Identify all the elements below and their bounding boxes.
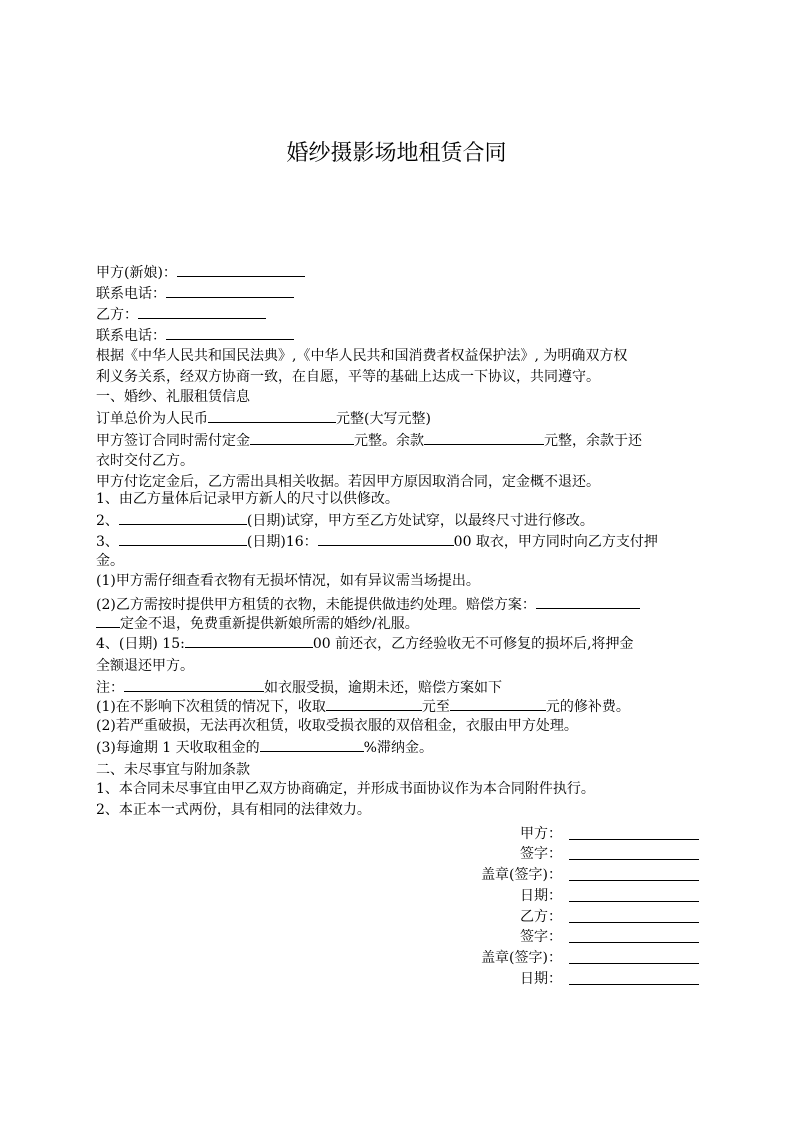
sign-party-b-signature-label: 签字： — [520, 929, 562, 945]
check-clause: (1)甲方需仔细查看衣物有无损坏情况，如有异议需当场提出。 — [96, 573, 480, 589]
item-4-date: 4、(日期) 15: — [96, 636, 185, 652]
sign-party-b-date-label: 日期： — [520, 971, 562, 987]
phone-b-blank[interactable] — [166, 325, 294, 340]
phone-b-label: 联系电话： — [96, 328, 166, 344]
supply-text-cont: 定金不退，免费重新提供新娘所需的婚纱/礼服。 — [120, 616, 419, 632]
item-3-line — [96, 531, 658, 552]
compensation-plan-blank-cont[interactable] — [96, 613, 120, 628]
compensation-2: (2)若严重破损，无法再次租赁，收取受损衣服的双倍租金，衣服由甲方处理。 — [96, 718, 578, 734]
deposit-label: 甲方签订合同时需付定金 — [96, 433, 250, 449]
deposit-line — [96, 430, 642, 451]
sign-party-b-seal-line[interactable] — [569, 963, 699, 964]
item-1-line: 1、由乙方量体后记录甲方新人的尺寸以供修改。 — [96, 491, 399, 507]
item-3-line-cont: 金。 — [96, 553, 124, 569]
sign-party-a-line[interactable] — [569, 839, 699, 840]
compensation-3-suffix: %滞纳金。 — [363, 740, 433, 756]
total-price-blank[interactable] — [208, 408, 336, 423]
party-b-blank[interactable] — [138, 304, 266, 319]
compensation-3 — [96, 737, 433, 758]
party-a-line — [96, 262, 305, 283]
compensation-1 — [96, 696, 630, 717]
compensation-1-mid: 元至 — [421, 699, 450, 715]
return-time-blank[interactable] — [185, 633, 313, 648]
sign-party-b-signature-line[interactable] — [569, 942, 699, 943]
intro-line-2: 利义务关系，经双方协商一致，在自愿，平等的基础上达成一下协议，共同遵守。 — [96, 369, 600, 385]
item-2-text: (日期)试穿，甲方至乙方处试穿，以最终尺寸进行修改。 — [246, 513, 594, 529]
sign-party-b-seal-label: 盖章(签字)： — [481, 950, 562, 966]
sign-party-b-line[interactable] — [569, 922, 699, 923]
pickup-time-blank[interactable] — [318, 531, 454, 546]
repair-fee-max-blank[interactable] — [450, 696, 546, 711]
balance-label: 元整。余款 — [354, 433, 424, 449]
section-2-item-1: 1、本合同未尽事宜由甲乙双方协商确定，并形成书面协议作为本合同附件执行。 — [96, 781, 595, 797]
item-2-number: 2、 — [96, 513, 119, 529]
item-4-text: 00 前还衣，乙方经验收无不可修复的损坏后,将押金 — [312, 636, 634, 652]
sign-party-a-date-label: 日期： — [520, 888, 562, 904]
compensation-1-suffix: 元的修补费。 — [545, 699, 630, 715]
compensation-1-text: (1)在不影响下次租赁的情况下，收取 — [96, 699, 326, 715]
note-blank[interactable] — [124, 677, 264, 692]
sign-party-a-seal-label: 盖章(签字)： — [481, 867, 562, 883]
total-price-label: 订单总价为人民币 — [96, 411, 208, 427]
fitting-date-blank[interactable] — [119, 510, 247, 525]
pickup-date-blank[interactable] — [119, 531, 247, 546]
intro-line-1: 根据《中华人民共和国民法典》,《中华人民共和国消费者权益保护法》, 为明确双方权 — [96, 348, 628, 364]
sign-party-b-label: 乙方： — [520, 909, 562, 925]
balance-suffix: 元整，余款于还 — [544, 433, 642, 449]
compensation-plan-blank[interactable] — [536, 594, 640, 609]
item-2-line — [96, 510, 594, 531]
item-3-text: 00 取衣，甲方同时向乙方支付押 — [453, 534, 658, 550]
note-line — [96, 677, 502, 698]
sign-party-a-signature-line[interactable] — [569, 859, 699, 860]
receipt-line: 甲方付讫定金后，乙方需出具相关收据。若因甲方原因取消合同，定金概不退还。 — [96, 474, 600, 490]
section-1-heading: 一、婚纱、礼服租赁信息 — [96, 389, 250, 405]
sign-party-b-date-line[interactable] — [569, 984, 699, 985]
total-price-line — [96, 408, 431, 429]
phone-a-line — [96, 283, 294, 304]
note-label: 注： — [96, 680, 124, 696]
phone-a-blank[interactable] — [166, 283, 294, 298]
deposit-line-cont: 衣时交付乙方。 — [96, 453, 194, 469]
party-b-label: 乙方： — [96, 307, 138, 323]
section-2-item-2: 2、本正本一式两份，具有相同的法律效力。 — [96, 802, 371, 818]
sign-party-a-label: 甲方： — [520, 826, 562, 842]
total-price-suffix: 元整(大写元整) — [336, 411, 431, 427]
phone-a-label: 联系电话： — [96, 286, 166, 302]
note-text: 如衣服受损，逾期未还，赔偿方案如下 — [264, 680, 502, 696]
repair-fee-min-blank[interactable] — [326, 696, 422, 711]
deposit-blank[interactable] — [250, 430, 354, 445]
sign-party-a-seal-line[interactable] — [569, 880, 699, 881]
sign-party-a-date-line[interactable] — [569, 901, 699, 902]
sign-party-a-signature-label: 签字： — [520, 846, 562, 862]
supply-clause — [96, 594, 640, 615]
item-4-line — [96, 633, 634, 654]
party-a-label: 甲方(新娘)： — [96, 265, 177, 281]
document-title: 婚纱摄影场地租赁合同 — [286, 141, 507, 166]
section-2-heading: 二、未尽事宜与附加条款 — [96, 762, 250, 778]
party-b-line — [96, 304, 266, 325]
item-3-number: 3、 — [96, 534, 119, 550]
compensation-3-text: (3)每逾期 1 天收取租金的 — [96, 740, 260, 756]
supply-text: (2)乙方需按时提供甲方租赁的衣物，未能提供做违约处理。赔偿方案： — [96, 597, 536, 613]
item-3-time: (日期)16： — [246, 534, 318, 550]
late-fee-rate-blank[interactable] — [260, 737, 364, 752]
item-4-line-cont: 全额退还甲方。 — [96, 658, 194, 674]
balance-blank[interactable] — [424, 430, 544, 445]
party-a-blank[interactable] — [177, 262, 305, 277]
supply-clause-cont — [96, 613, 419, 634]
phone-b-line — [96, 325, 294, 346]
